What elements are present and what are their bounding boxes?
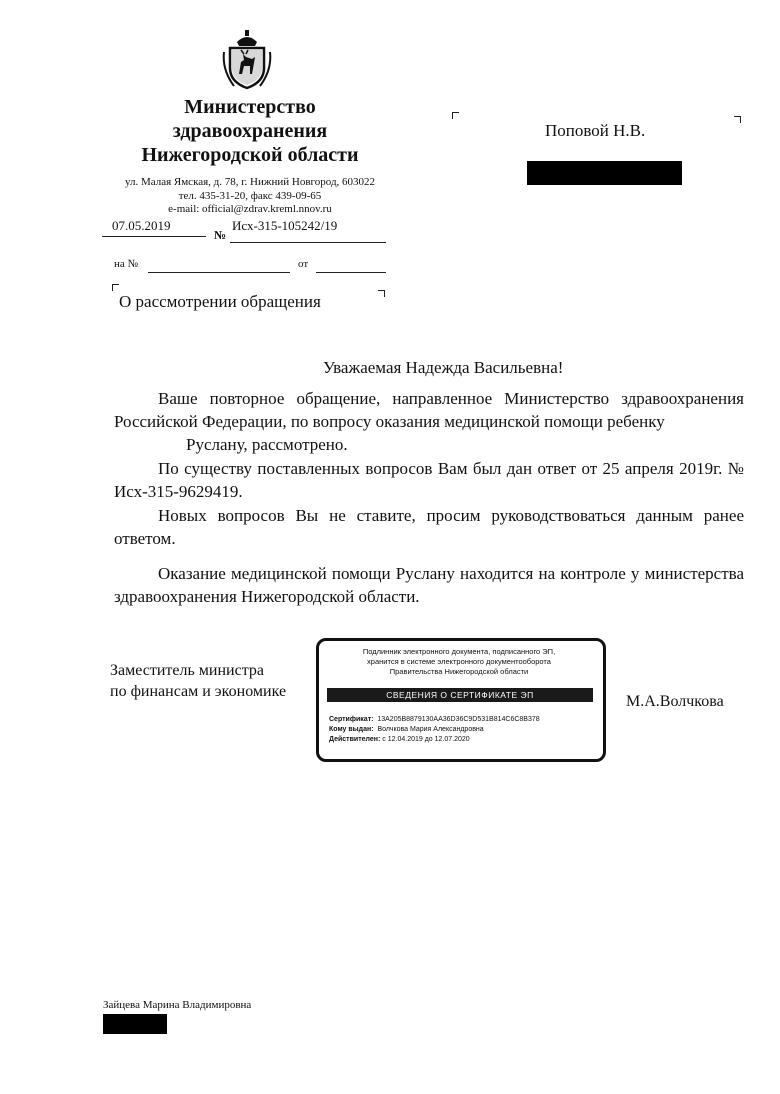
stamp-header xyxy=(325,647,593,677)
coat-of-arms-emblem xyxy=(222,30,272,90)
paragraph-3-text: Новых вопросов Вы не ставите, просим руководствоваться данным ранее ответом. xyxy=(114,506,744,548)
signatory-position xyxy=(110,660,286,702)
phone-fax-line: тел. 435-31-20, факс 439-09-65 xyxy=(178,189,322,202)
greeting: Уважаемая Надежда Васильевна! xyxy=(323,358,564,377)
position-line-1: Заместитель министра xyxy=(110,662,264,679)
subject-corner-right xyxy=(378,290,385,297)
body-paragraph-1 xyxy=(114,387,744,456)
subject-corner-left xyxy=(112,284,119,291)
date-underline xyxy=(102,236,206,237)
body-paragraph-4 xyxy=(114,562,744,608)
org-address xyxy=(100,176,400,217)
redacted-phone-block xyxy=(103,1014,167,1034)
redacted-address-block xyxy=(527,161,682,185)
certificate-row xyxy=(329,715,540,725)
address-line-1: ул. Малая Ямская, д. 78, г. Нижний Новгород, 603022 xyxy=(124,176,376,188)
issued-to-label: Кому выдан: xyxy=(329,726,374,733)
ref-number-line xyxy=(148,272,290,273)
org-name-line-3: Нижегородской области xyxy=(141,144,359,166)
certificate-info-bar: СВЕДЕНИЯ О СЕРТИФИКАТЕ ЭП xyxy=(327,688,593,702)
position-line-2: по финансам и экономике xyxy=(110,683,287,700)
address-corner-left xyxy=(452,112,459,119)
stamp-line-2: хранится в системе электронного документооборота xyxy=(367,657,551,666)
valid-value: с 12.04.2019 до 12.07.2020 xyxy=(382,736,470,743)
issued-to-row xyxy=(329,725,540,735)
ref-from-line xyxy=(316,272,386,273)
certificate-value: 13A205B8879130AA36D36C9D531B814C6C8B378 xyxy=(377,716,540,723)
ref-number-label: на № xyxy=(114,258,139,270)
paragraph-2-text: По существу поставленных вопросов Вам был дан ответ от 25 апреля 2019г. № Исх-315-9629419. xyxy=(114,459,744,501)
paragraph-1-end: Руслану, рассмотрено. xyxy=(186,435,348,454)
signatory-name: М.А.Волчкова xyxy=(626,693,724,710)
body-paragraph-2 xyxy=(114,457,744,503)
number-underline xyxy=(230,242,386,243)
ref-from-label: от xyxy=(298,258,309,270)
document-number: Исх-315-105242/19 xyxy=(232,218,338,233)
org-name-line-1: Министерство xyxy=(184,96,316,118)
org-name xyxy=(120,95,380,167)
electronic-signature-stamp xyxy=(316,638,606,762)
valid-row xyxy=(329,735,540,745)
stamp-line-3: Правительства Нижегородской области xyxy=(389,667,529,676)
body-paragraph-3 xyxy=(114,504,744,550)
certificate-details xyxy=(329,715,540,745)
stamp-line-1: Подлинник электронного документа, подписанного ЭП, xyxy=(362,647,556,656)
executor-name: Зайцева Марина Владимировна xyxy=(103,999,252,1011)
address-corner-right xyxy=(734,116,741,123)
valid-label: Действителен: xyxy=(329,736,381,743)
paragraph-1-text: Ваше повторное обращение, направленное Министерство здравоохранения Российской Федерации, по вопросу оказания медицинской помощи ребенку xyxy=(114,389,744,431)
issued-to-value: Волчкова Мария Александровна xyxy=(377,726,484,733)
org-name-line-2: здравоохранения xyxy=(172,120,328,142)
subject-line: О рассмотрении обращения xyxy=(119,292,321,311)
certificate-label: Сертификат: xyxy=(329,716,374,723)
number-label: № xyxy=(214,228,227,242)
recipient-name: Поповой Н.В. xyxy=(545,121,646,140)
paragraph-4-text: Оказание медицинской помощи Руслану находится на контроле у министерства здравоохранения Нижегородской области. xyxy=(114,564,744,606)
document-date: 07.05.2019 xyxy=(112,218,171,233)
email-line: e-mail: official@zdrav.kreml.nnov.ru xyxy=(168,203,332,215)
